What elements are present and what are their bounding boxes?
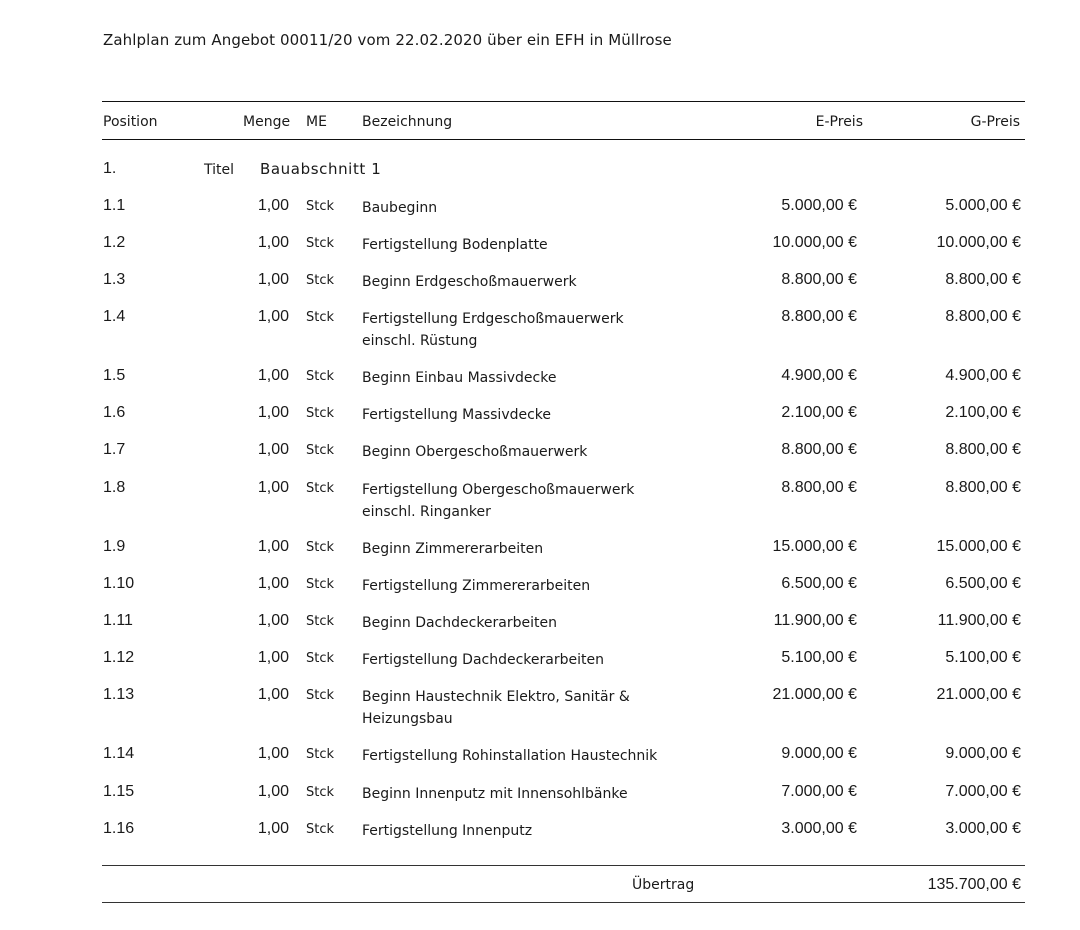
row-menge: 1,00: [257, 575, 289, 592]
row-me: Stck: [306, 443, 335, 458]
row-position: 1.7: [103, 441, 126, 458]
row-bezeichnung: Fertigstellung Obergeschoßmauerwerk: [362, 482, 635, 498]
row-menge: 1,00: [257, 441, 289, 458]
row-menge: 1,00: [257, 820, 289, 837]
row-me: Stck: [306, 540, 335, 555]
row-e-preis: 9.000,00 €: [781, 745, 857, 762]
row-position: 1.15: [103, 783, 135, 800]
row-position: 1.8: [103, 479, 126, 496]
row-bezeichnung: Beginn Innenputz mit Innensohlbänke: [362, 786, 628, 802]
row-e-preis: 21.000,00 €: [772, 686, 857, 703]
row-me: Stck: [306, 785, 335, 800]
row-bezeichnung: Beginn Dachdeckerarbeiten: [362, 615, 557, 631]
row-menge: 1,00: [257, 612, 289, 629]
row-me: Stck: [306, 310, 335, 325]
row-e-preis: 15.000,00 €: [772, 538, 857, 555]
row-bezeichnung: Fertigstellung Erdgeschoßmauerwerk: [362, 311, 624, 327]
row-menge: 1,00: [257, 479, 289, 496]
row-position: 1.4: [103, 308, 126, 325]
row-g-preis: 10.000,00 €: [936, 234, 1021, 251]
row-me: Stck: [306, 747, 335, 762]
document-title: Zahlplan zum Angebot 00011/20 vom 22.02.2020 über ein EFH in Müllrose: [103, 31, 672, 49]
row-bezeichnung: Beginn Obergeschoßmauerwerk: [362, 444, 588, 460]
row-g-preis: 11.900,00 €: [937, 612, 1021, 629]
row-me: Stck: [306, 273, 335, 288]
row-menge: 1,00: [257, 686, 289, 703]
footer-top-rule: [102, 865, 1025, 866]
row-e-preis: 11.900,00 €: [773, 612, 857, 629]
row-me: Stck: [306, 199, 335, 214]
row-g-preis: 7.000,00 €: [945, 783, 1021, 800]
row-g-preis: 8.800,00 €: [945, 308, 1021, 325]
row-menge: 1,00: [257, 404, 289, 421]
row-g-preis: 6.500,00 €: [945, 575, 1021, 592]
row-e-preis: 5.000,00 €: [781, 197, 857, 214]
row-position: 1.10: [103, 575, 135, 592]
row-menge: 1,00: [257, 234, 289, 251]
row-e-preis: 8.800,00 €: [781, 441, 857, 458]
row-position: 1.6: [103, 404, 126, 421]
row-bezeichnung: Fertigstellung Massivdecke: [362, 407, 552, 423]
row-e-preis: 4.900,00 €: [781, 367, 857, 384]
row-g-preis: 5.100,00 €: [945, 649, 1021, 666]
table-header-rule: [102, 139, 1025, 140]
header-menge: Menge: [243, 114, 291, 130]
row-position: 1.11: [103, 612, 133, 629]
row-g-preis: 5.000,00 €: [945, 197, 1021, 214]
row-me: Stck: [306, 369, 335, 384]
row-bezeichnung: Beginn Haustechnik Elektro, Sanitär &: [362, 689, 630, 705]
row-g-preis: 8.800,00 €: [945, 271, 1021, 288]
header-g-preis: G-Preis: [970, 114, 1020, 130]
row-bezeichnung: Fertigstellung Rohinstallation Haustechnik: [362, 748, 658, 764]
row-e-preis: 3.000,00 €: [781, 820, 857, 837]
row-e-preis: 6.500,00 €: [781, 575, 857, 592]
header-me: ME: [306, 114, 327, 130]
row-me: Stck: [306, 822, 335, 837]
row-me: Stck: [306, 614, 335, 629]
row-me: Stck: [306, 577, 335, 592]
row-bezeichnung-line2: einschl. Ringanker: [362, 504, 491, 520]
row-e-preis: 10.000,00 €: [772, 234, 857, 251]
row-bezeichnung: Baubeginn: [362, 200, 438, 216]
table-top-rule: [102, 101, 1025, 102]
row-menge: 1,00: [257, 745, 289, 762]
row-e-preis: 8.800,00 €: [781, 308, 857, 325]
row-e-preis: 2.100,00 €: [781, 404, 857, 421]
row-g-preis: 21.000,00 €: [936, 686, 1021, 703]
carry-over-label: Übertrag: [632, 877, 695, 893]
row-bezeichnung: Fertigstellung Dachdeckerarbeiten: [362, 652, 604, 668]
row-position: 1.14: [103, 745, 135, 762]
row-position: 1.2: [103, 234, 126, 251]
row-g-preis: 3.000,00 €: [945, 820, 1021, 837]
row-position: 1.5: [103, 367, 126, 384]
row-me: Stck: [306, 688, 335, 703]
row-g-preis: 2.100,00 €: [945, 404, 1021, 421]
row-e-preis: 8.800,00 €: [781, 479, 857, 496]
row-position: 1.13: [103, 686, 135, 703]
row-bezeichnung: Beginn Erdgeschoßmauerwerk: [362, 274, 577, 290]
row-me: Stck: [306, 651, 335, 666]
row-menge: 1,00: [257, 649, 289, 666]
row-bezeichnung: Fertigstellung Innenputz: [362, 823, 533, 839]
row-e-preis: 8.800,00 €: [781, 271, 857, 288]
header-bezeichnung: Bezeichnung: [362, 114, 453, 130]
row-me: Stck: [306, 406, 335, 421]
row-me: Stck: [306, 236, 335, 251]
row-menge: 1,00: [257, 271, 289, 288]
row-e-preis: 5.100,00 €: [781, 649, 857, 666]
row-bezeichnung: Beginn Zimmererarbeiten: [362, 541, 544, 557]
row-position: 1.9: [103, 538, 126, 555]
row-me: Stck: [306, 481, 335, 496]
footer-bottom-rule: [102, 902, 1025, 903]
row-position: 1.12: [103, 649, 135, 666]
row-bezeichnung-line2: einschl. Rüstung: [362, 333, 478, 349]
row-menge: 1,00: [257, 538, 289, 555]
row-menge: 1,00: [257, 367, 289, 384]
section-name: Bauabschnitt 1: [260, 160, 382, 178]
row-g-preis: 15.000,00 €: [936, 538, 1021, 555]
row-e-preis: 7.000,00 €: [781, 783, 857, 800]
row-g-preis: 4.900,00 €: [945, 367, 1021, 384]
row-g-preis: 8.800,00 €: [945, 441, 1021, 458]
header-e-preis: E-Preis: [815, 114, 863, 130]
row-position: 1.16: [103, 820, 135, 837]
carry-over-value: 135.700,00 €: [927, 876, 1021, 893]
row-menge: 1,00: [257, 783, 289, 800]
row-bezeichnung: Fertigstellung Zimmererarbeiten: [362, 578, 591, 594]
section-label: Titel: [204, 162, 235, 178]
row-g-preis: 8.800,00 €: [945, 479, 1021, 496]
header-position: Position: [103, 114, 158, 130]
table-header: [0, 114, 1080, 134]
row-menge: 1,00: [257, 197, 289, 214]
section-position: 1.: [103, 160, 117, 177]
row-bezeichnung: Beginn Einbau Massivdecke: [362, 370, 557, 386]
row-position: 1.1: [103, 197, 126, 214]
row-g-preis: 9.000,00 €: [945, 745, 1021, 762]
row-menge: 1,00: [257, 308, 289, 325]
row-position: 1.3: [103, 271, 126, 288]
row-bezeichnung: Fertigstellung Bodenplatte: [362, 237, 548, 253]
row-bezeichnung-line2: Heizungsbau: [362, 711, 453, 727]
